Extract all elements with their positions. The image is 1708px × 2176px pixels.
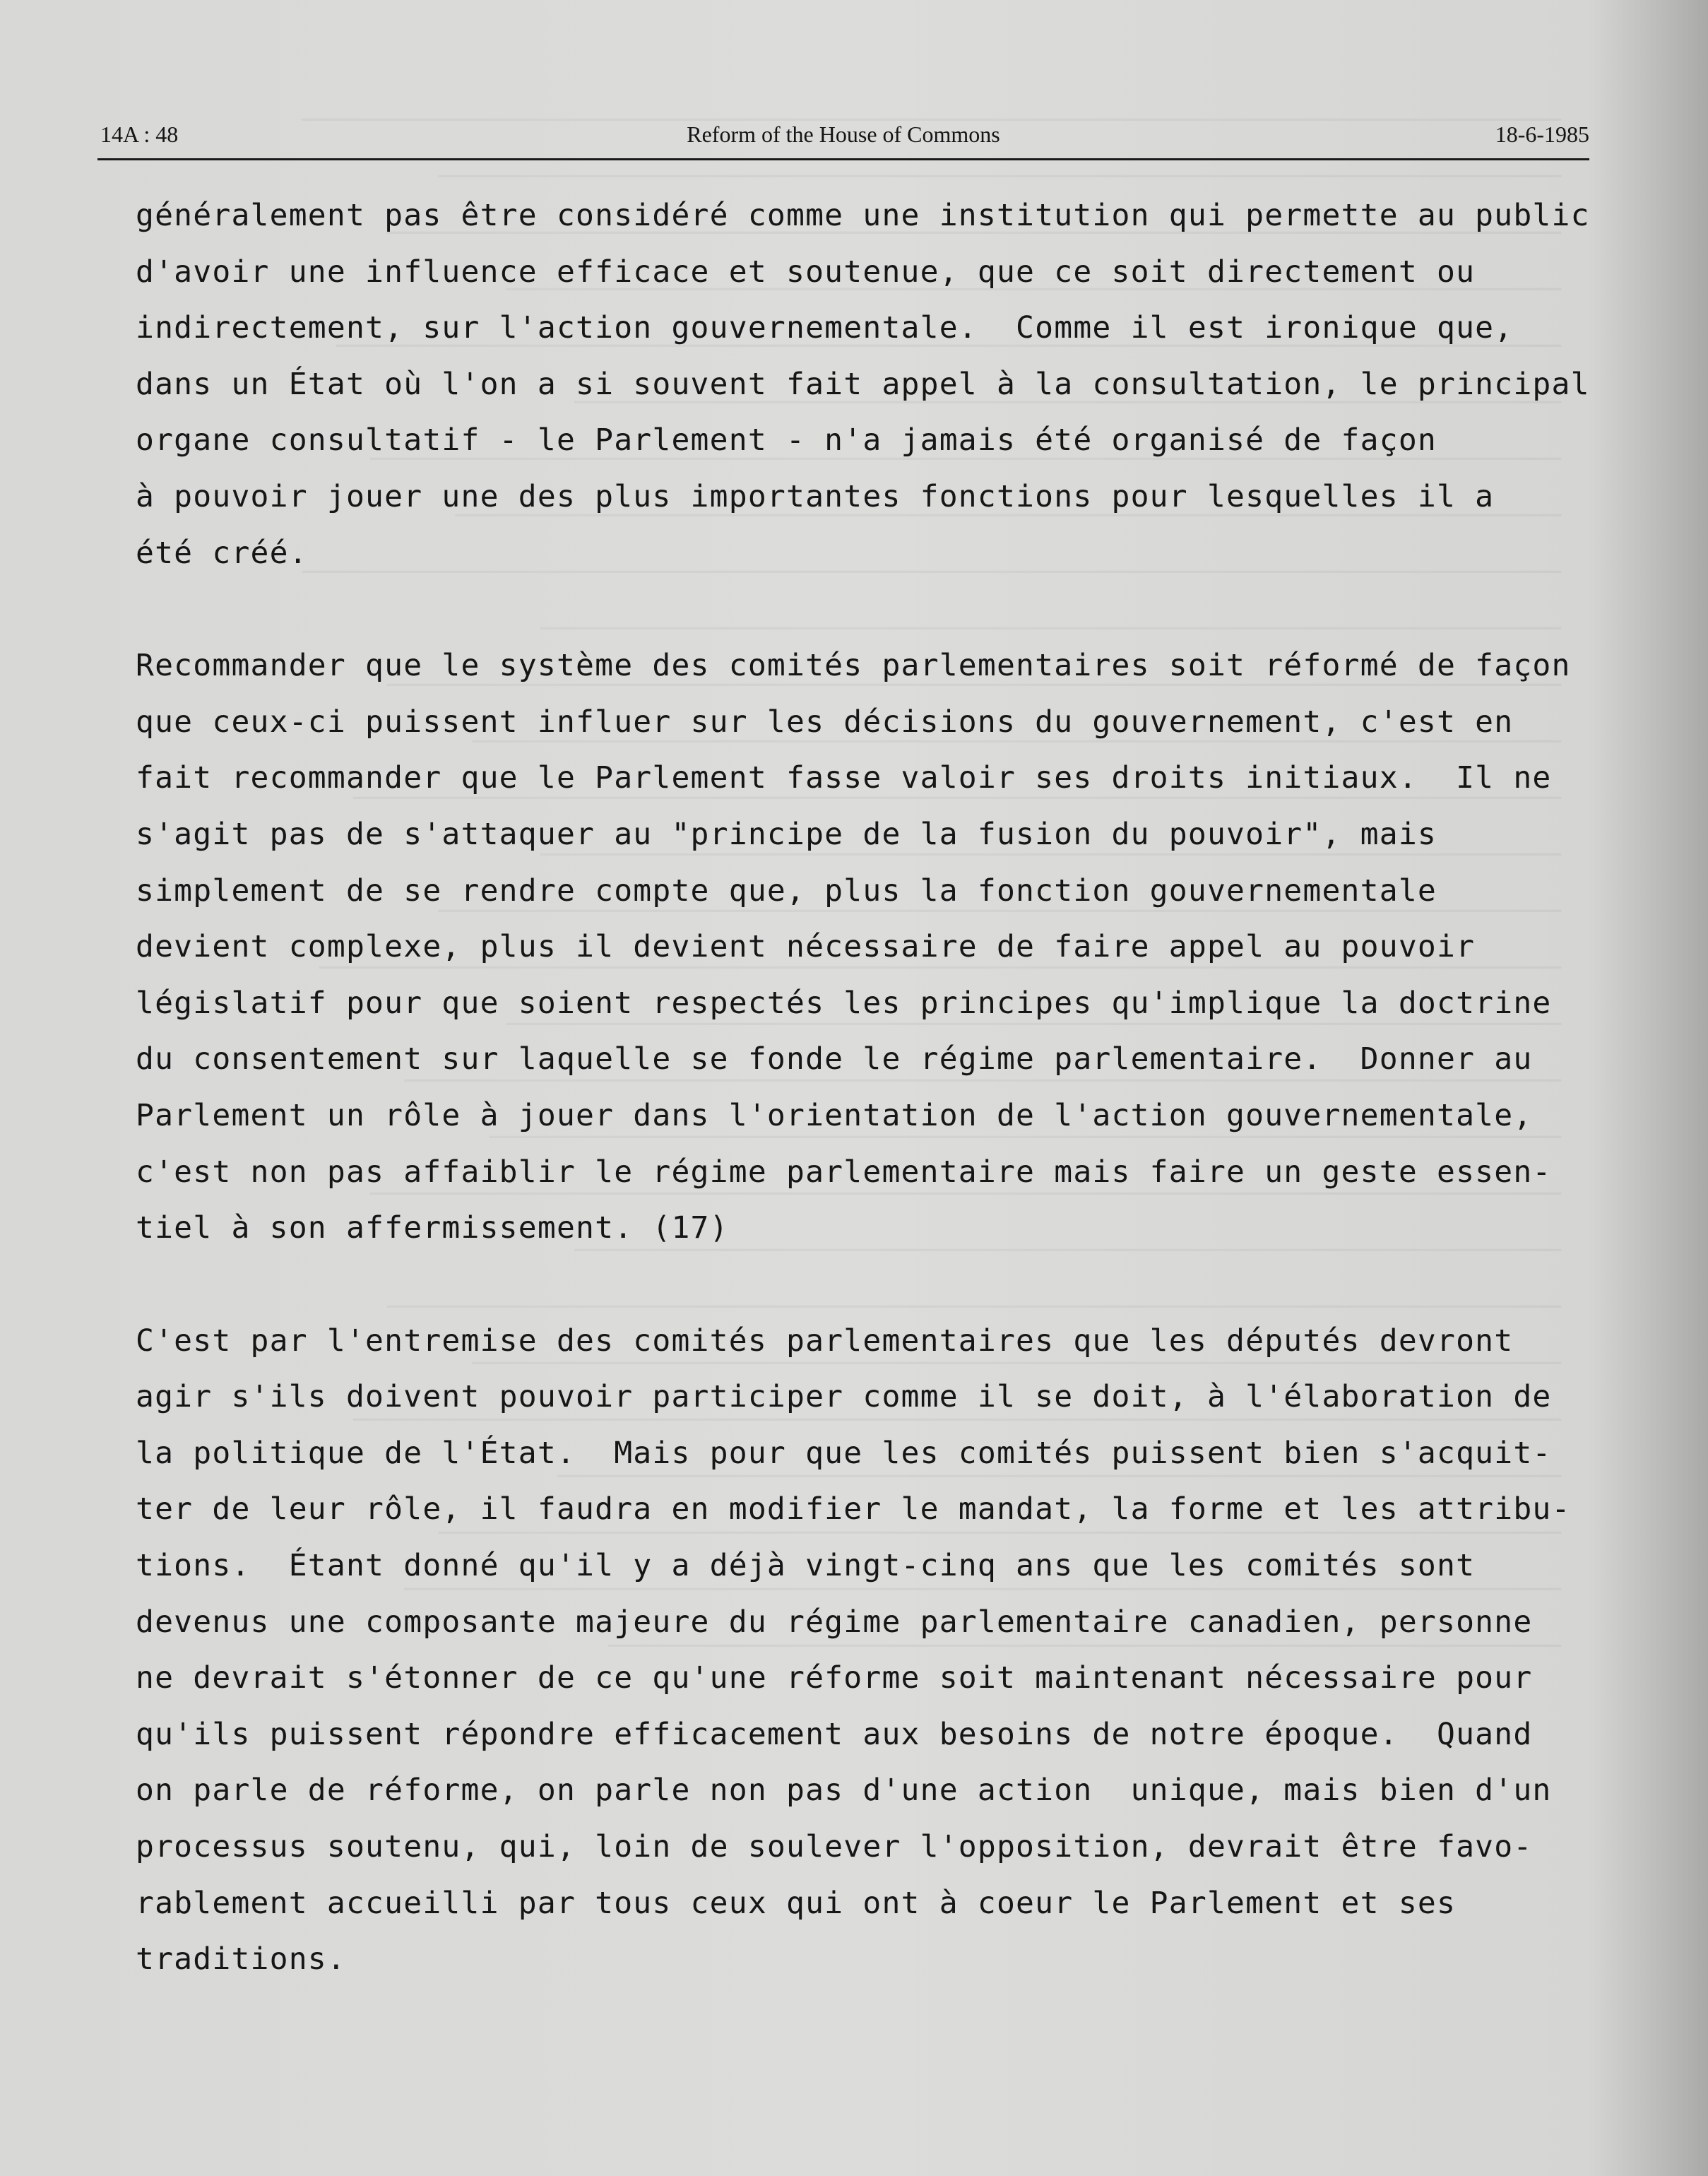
text-line: devenus une composante majeure du régime parlementaire canadien, personne [136, 1604, 1533, 1640]
text-line: C'est par l'entremise des comités parlementaires que les députés devront [136, 1323, 1514, 1359]
text-line: agir s'ils doivent pouvoir participer comme il se doit, à l'élaboration de [136, 1379, 1552, 1415]
text-line: c'est non pas affaiblir le régime parlementaire mais faire un geste essen- [136, 1154, 1552, 1190]
text-line: généralement pas être considéré comme une institution qui permette au public [136, 198, 1590, 233]
text-line: processus soutenu, qui, loin de soulever l'opposition, devrait être favo- [136, 1829, 1533, 1865]
text-line: Parlement un rôle à jouer dans l'orientation de l'action gouvernementale, [136, 1097, 1533, 1133]
text-line: à pouvoir jouer une des plus importantes fonctions pour lesquelles il a [136, 478, 1495, 514]
text-line: dans un État où l'on a si souvent fait appel à la consultation, le principal [136, 366, 1590, 402]
paragraph-1 [136, 188, 1590, 581]
text-line: fait recommander que le Parlement fasse valoir ses droits initiaux. Il ne [136, 760, 1552, 796]
text-line: législatif pour que soient respectés les principes qu'implique la doctrine [136, 985, 1552, 1021]
text-line: la politique de l'État. Mais pour que les comités puissent bien s'acquit- [136, 1435, 1552, 1471]
page-reference: 14A : 48 [100, 122, 179, 147]
text-line: que ceux-ci puissent influer sur les décisions du gouvernement, c'est en [136, 704, 1514, 740]
text-line: tiel à son affermissement. (17) [136, 1210, 729, 1246]
text-line: organe consultatif - le Parlement - n'a jamais été organisé de façon [136, 422, 1437, 459]
text-line: ter de leur rôle, il faudra en modifier le mandat, la forme et les attribu- [136, 1491, 1571, 1527]
document-title: Reform of the House of Commons [687, 122, 1000, 147]
text-line: s'agit pas de s'attaquer au "principe de la fusion du pouvoir", mais [136, 816, 1437, 852]
text-line: traditions. [136, 1941, 346, 1977]
text-line: rablement accueilli par tous ceux qui ont à coeur le Parlement et ses [136, 1885, 1457, 1921]
running-header [97, 119, 1589, 160]
text-line: été créé. [136, 535, 308, 571]
text-line: on parle de réforme, on parle non pas d'une action unique, mais bien d'un [136, 1773, 1552, 1809]
text-line: indirectement, sur l'action gouvernementale. Comme il est ironique que, [136, 310, 1514, 346]
document-date: 18-6-1985 [1495, 122, 1589, 147]
text-line: simplement de se rendre compte que, plus la fonction gouvernementale [136, 873, 1437, 909]
text-line: tions. Étant donné qu'il y a déjà vingt-cinq ans que les comités sont [136, 1548, 1476, 1584]
paragraph-3 [136, 1313, 1577, 1988]
body-text [136, 188, 1590, 2045]
text-line: ne devrait s'étonner de ce qu'une réforme soit maintenant nécessaire pour [136, 1660, 1533, 1696]
text-line: qu'ils puissent répondre efficacement aux besoins de notre époque. Quand [136, 1716, 1533, 1752]
text-line: du consentement sur laquelle se fonde le régime parlementaire. Donner au [136, 1041, 1533, 1077]
text-line: devient complexe, plus il devient nécessaire de faire appel au pouvoir [136, 929, 1476, 965]
text-line: d'avoir une influence efficace et soutenue, que ce soit directement ou [136, 254, 1476, 290]
text-line: Recommander que le système des comités parlementaires soit réformé de façon [136, 648, 1571, 684]
paragraph-2 [136, 638, 1577, 1257]
